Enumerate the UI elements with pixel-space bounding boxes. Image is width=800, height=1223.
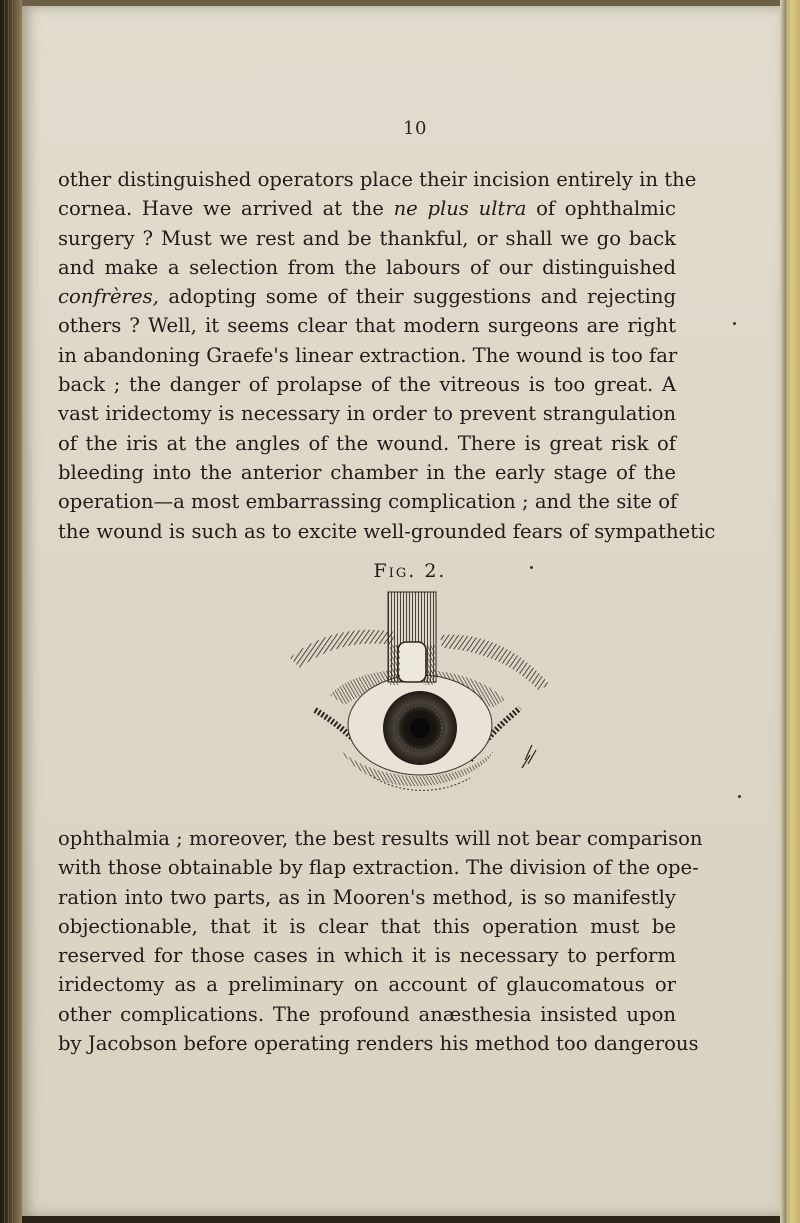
italic-text: ne plus ultra — [393, 197, 527, 221]
text-line: the wound is such as to excite well-grounded fears of sympathetic — [58, 519, 716, 543]
text-line: other distinguished operators place their incision entirely in the — [58, 168, 697, 191]
eye-speculum-illustration — [270, 590, 570, 800]
page-speck — [530, 566, 533, 569]
text-line: cornea. Have we arrived at the ne plus ultra of ophthalmic — [58, 197, 676, 221]
figure-caption: Fig. 2. — [373, 560, 447, 582]
text-line: vast iridectomy is necessary in order to prevent strangulation — [58, 402, 676, 426]
paragraph-1 — [58, 165, 716, 546]
text-line: ration into two parts, as in Mooren's method, is so manifestly — [58, 885, 676, 909]
text-line: confrères, adopting some of their suggestions and rejecting — [58, 285, 676, 309]
text-line: other complications. The profound anæsthesia insisted upon — [58, 1002, 676, 1026]
left-eyebrow — [290, 630, 395, 668]
text-line: surgery ? Must we rest and be thankful, or shall we go back — [58, 226, 676, 250]
page-speck — [738, 795, 741, 798]
text-line: others ? Well, it seems clear that modern surgeons are right — [58, 314, 676, 338]
text-line: reserved for those cases in which it is necessary to perform — [58, 944, 676, 968]
page-speck — [733, 322, 736, 325]
text-line: operation—a most embarrassing complication ; and the site of — [58, 490, 678, 514]
text-line: bleeding into the anterior chamber in the early stage of the — [58, 460, 676, 484]
text-line: in abandoning Graefe's linear extraction. The wound is too far — [58, 343, 678, 367]
text-line: iridectomy as a preliminary on account of glaucomatous or — [58, 973, 676, 997]
text-line: and make a selection from the labours of our distinguished — [58, 255, 676, 279]
text-line: by Jacobson before operating renders his method too dangerous — [58, 1032, 699, 1056]
paragraph-2 — [58, 824, 703, 1058]
pupil — [410, 718, 430, 738]
binding-texture — [4, 0, 16, 1223]
text-line: ophthalmia ; moreover, the best results will not bear comparison — [58, 827, 703, 850]
speculum-blade — [398, 642, 426, 682]
text-line: objectionable, that it is clear that this operation must be — [58, 914, 676, 938]
text-line: back ; the danger of prolapse of the vitreous is too great. A — [58, 373, 676, 397]
italic-text: confrères, — [58, 285, 159, 309]
text-line: with those obtainable by flap extraction. The division of the ope- — [58, 856, 699, 880]
page-edge-right — [786, 0, 800, 1223]
page-number: 10 — [403, 118, 427, 139]
text-line: of the iris at the angles of the wound. There is great risk of — [58, 431, 676, 455]
